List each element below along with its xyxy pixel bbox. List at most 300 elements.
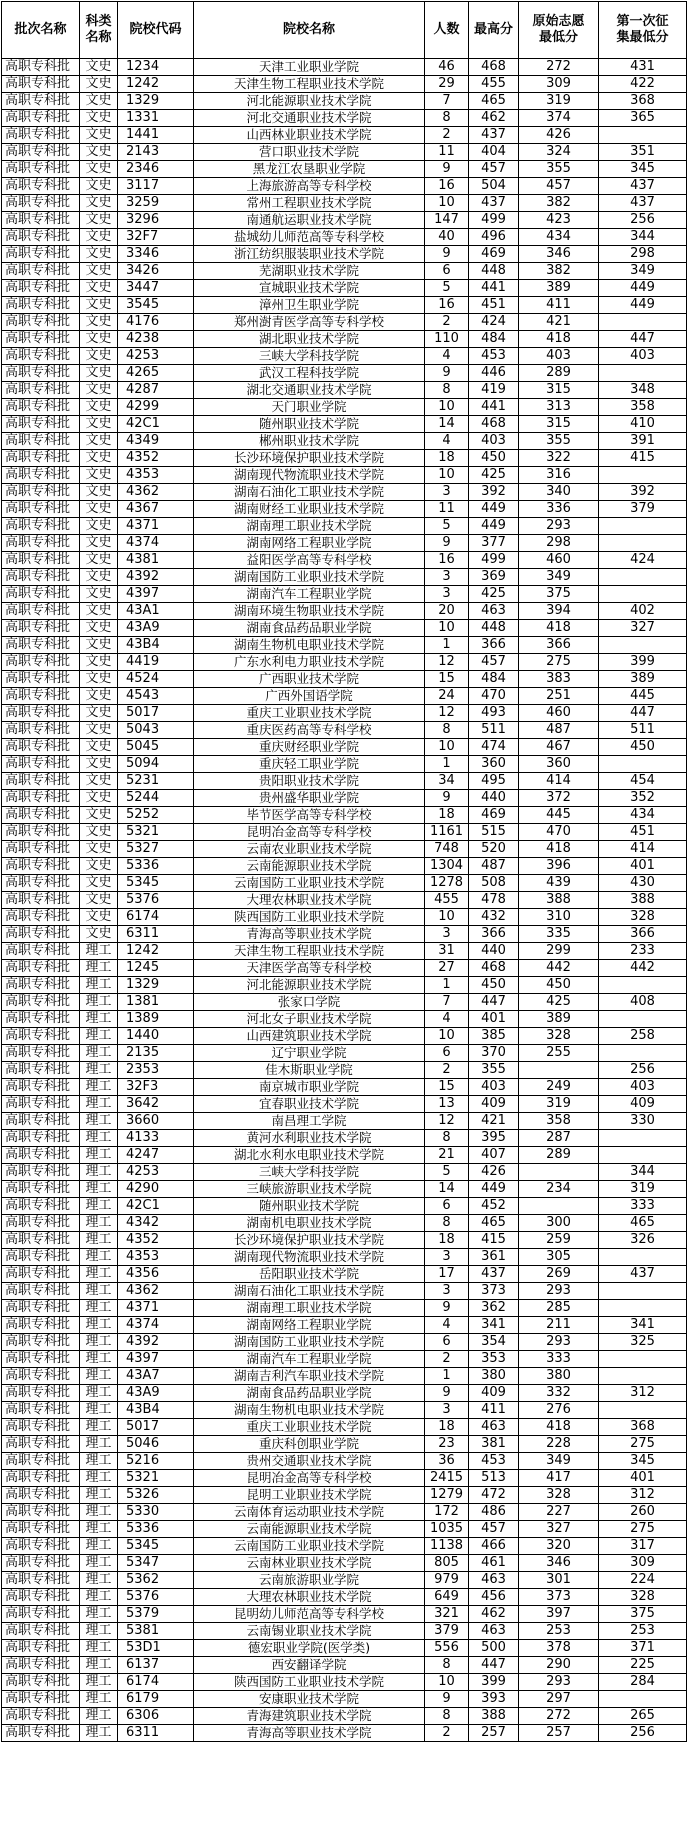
cell-school-code[interactable]: 6311 <box>118 1725 194 1742</box>
cell-original-min-score[interactable]: 227 <box>519 1504 599 1521</box>
cell-original-min-score[interactable]: 414 <box>519 773 599 790</box>
cell-count[interactable]: 4 <box>425 1011 469 1028</box>
cell-max-score[interactable]: 425 <box>469 467 519 484</box>
cell-count[interactable]: 36 <box>425 1453 469 1470</box>
cell-batch[interactable]: 高职专科批 <box>2 841 80 858</box>
cell-school-code[interactable]: 4299 <box>118 399 194 416</box>
cell-batch[interactable]: 高职专科批 <box>2 1283 80 1300</box>
cell-batch[interactable]: 高职专科批 <box>2 1640 80 1657</box>
cell-original-min-score[interactable]: 382 <box>519 263 599 280</box>
cell-category[interactable]: 文史 <box>80 807 118 824</box>
cell-max-score[interactable]: 409 <box>469 1096 519 1113</box>
cell-first-call-min-score[interactable]: 450 <box>599 739 687 756</box>
cell-school-code[interactable]: 6174 <box>118 909 194 926</box>
cell-category[interactable]: 文史 <box>80 263 118 280</box>
cell-max-score[interactable]: 469 <box>469 807 519 824</box>
cell-category[interactable]: 文史 <box>80 909 118 926</box>
cell-original-min-score[interactable]: 272 <box>519 1708 599 1725</box>
cell-batch[interactable]: 高职专科批 <box>2 518 80 535</box>
cell-max-score[interactable]: 409 <box>469 1385 519 1402</box>
cell-original-min-score[interactable]: 257 <box>519 1725 599 1742</box>
cell-category[interactable]: 理工 <box>80 1232 118 1249</box>
cell-batch[interactable]: 高职专科批 <box>2 875 80 892</box>
cell-batch[interactable]: 高职专科批 <box>2 280 80 297</box>
cell-original-min-score[interactable]: 423 <box>519 212 599 229</box>
cell-original-min-score[interactable]: 425 <box>519 994 599 1011</box>
cell-school-code[interactable]: 4247 <box>118 1147 194 1164</box>
cell-batch[interactable]: 高职专科批 <box>2 1164 80 1181</box>
cell-school-name[interactable]: 湖南国防工业职业技术学院 <box>194 569 425 586</box>
cell-original-min-score[interactable]: 309 <box>519 76 599 93</box>
cell-school-code[interactable]: 5336 <box>118 858 194 875</box>
cell-category[interactable]: 文史 <box>80 229 118 246</box>
cell-first-call-min-score[interactable]: 365 <box>599 110 687 127</box>
cell-school-code[interactable]: 2143 <box>118 144 194 161</box>
cell-max-score[interactable]: 457 <box>469 161 519 178</box>
cell-first-call-min-score[interactable]: 447 <box>599 705 687 722</box>
cell-category[interactable]: 文史 <box>80 76 118 93</box>
cell-original-min-score[interactable]: 355 <box>519 161 599 178</box>
cell-school-name[interactable]: 南昌理工学院 <box>194 1113 425 1130</box>
cell-count[interactable]: 979 <box>425 1572 469 1589</box>
cell-school-code[interactable]: 32F3 <box>118 1079 194 1096</box>
cell-school-code[interactable]: 4342 <box>118 1215 194 1232</box>
cell-count[interactable]: 1 <box>425 1368 469 1385</box>
cell-school-name[interactable]: 郴州职业技术学院 <box>194 433 425 450</box>
cell-school-code[interactable]: 4397 <box>118 586 194 603</box>
cell-original-min-score[interactable]: 305 <box>519 1249 599 1266</box>
cell-batch[interactable]: 高职专科批 <box>2 1181 80 1198</box>
cell-school-name[interactable]: 湖南吉利汽车职业技术学院 <box>194 1368 425 1385</box>
cell-category[interactable]: 理工 <box>80 1368 118 1385</box>
cell-original-min-score[interactable]: 249 <box>519 1079 599 1096</box>
cell-school-name[interactable]: 湖南汽车工程职业学院 <box>194 1351 425 1368</box>
cell-school-name[interactable]: 湖北职业技术学院 <box>194 331 425 348</box>
cell-count[interactable]: 1 <box>425 977 469 994</box>
cell-school-name[interactable]: 湖北交通职业技术学院 <box>194 382 425 399</box>
cell-original-min-score[interactable]: 259 <box>519 1232 599 1249</box>
cell-count[interactable]: 9 <box>425 161 469 178</box>
cell-original-min-score[interactable]: 358 <box>519 1113 599 1130</box>
cell-max-score[interactable]: 432 <box>469 909 519 926</box>
cell-batch[interactable]: 高职专科批 <box>2 127 80 144</box>
cell-first-call-min-score[interactable]: 325 <box>599 1334 687 1351</box>
cell-school-code[interactable]: 4356 <box>118 1266 194 1283</box>
cell-original-min-score[interactable]: 380 <box>519 1368 599 1385</box>
cell-count[interactable]: 172 <box>425 1504 469 1521</box>
cell-original-min-score[interactable]: 335 <box>519 926 599 943</box>
cell-batch[interactable]: 高职专科批 <box>2 1623 80 1640</box>
cell-school-name[interactable]: 云南林业职业技术学院 <box>194 1555 425 1572</box>
cell-school-code[interactable]: 4371 <box>118 518 194 535</box>
cell-category[interactable]: 文史 <box>80 756 118 773</box>
cell-school-name[interactable]: 大理农林职业技术学院 <box>194 1589 425 1606</box>
cell-max-score[interactable]: 513 <box>469 1470 519 1487</box>
cell-count[interactable]: 10 <box>425 467 469 484</box>
cell-count[interactable]: 10 <box>425 1028 469 1045</box>
cell-count[interactable]: 9 <box>425 790 469 807</box>
cell-school-code[interactable]: 6174 <box>118 1674 194 1691</box>
cell-school-code[interactable]: 4352 <box>118 1232 194 1249</box>
cell-batch[interactable]: 高职专科批 <box>2 1555 80 1572</box>
cell-original-min-score[interactable]: 333 <box>519 1351 599 1368</box>
cell-school-code[interactable]: 4290 <box>118 1181 194 1198</box>
cell-first-call-min-score[interactable]: 437 <box>599 178 687 195</box>
cell-school-code[interactable]: 3660 <box>118 1113 194 1130</box>
cell-school-code[interactable]: 43A9 <box>118 1385 194 1402</box>
cell-batch[interactable]: 高职专科批 <box>2 790 80 807</box>
cell-first-call-min-score[interactable]: 422 <box>599 76 687 93</box>
cell-original-min-score[interactable]: 319 <box>519 1096 599 1113</box>
cell-first-call-min-score[interactable]: 366 <box>599 926 687 943</box>
cell-max-score[interactable]: 453 <box>469 1453 519 1470</box>
cell-first-call-min-score[interactable]: 256 <box>599 212 687 229</box>
cell-school-name[interactable]: 湖南生物机电职业技术学院 <box>194 637 425 654</box>
cell-school-code[interactable]: 4371 <box>118 1300 194 1317</box>
cell-count[interactable]: 2 <box>425 127 469 144</box>
cell-count[interactable]: 3 <box>425 484 469 501</box>
cell-batch[interactable]: 高职专科批 <box>2 960 80 977</box>
cell-count[interactable]: 4 <box>425 348 469 365</box>
cell-category[interactable]: 文史 <box>80 331 118 348</box>
cell-count[interactable]: 147 <box>425 212 469 229</box>
cell-batch[interactable]: 高职专科批 <box>2 552 80 569</box>
cell-first-call-min-score[interactable]: 326 <box>599 1232 687 1249</box>
cell-school-name[interactable]: 陕西国防工业职业技术学院 <box>194 1674 425 1691</box>
cell-category[interactable]: 文史 <box>80 773 118 790</box>
cell-count[interactable]: 8 <box>425 722 469 739</box>
cell-category[interactable]: 文史 <box>80 688 118 705</box>
cell-category[interactable]: 理工 <box>80 1657 118 1674</box>
cell-max-score[interactable]: 440 <box>469 790 519 807</box>
cell-school-code[interactable]: 1381 <box>118 994 194 1011</box>
cell-school-name[interactable]: 云南能源职业技术学院 <box>194 1521 425 1538</box>
cell-category[interactable]: 文史 <box>80 518 118 535</box>
cell-category[interactable]: 理工 <box>80 1215 118 1232</box>
cell-category[interactable]: 文史 <box>80 501 118 518</box>
cell-school-code[interactable]: 5252 <box>118 807 194 824</box>
cell-original-min-score[interactable]: 255 <box>519 1045 599 1062</box>
cell-school-name[interactable]: 昆明冶金高等专科学校 <box>194 1470 425 1487</box>
cell-school-name[interactable]: 益阳医学高等专科学校 <box>194 552 425 569</box>
cell-batch[interactable]: 高职专科批 <box>2 1708 80 1725</box>
cell-original-min-score[interactable]: 349 <box>519 569 599 586</box>
cell-max-score[interactable]: 360 <box>469 756 519 773</box>
cell-school-name[interactable]: 湖北水利水电职业技术学院 <box>194 1147 425 1164</box>
cell-first-call-min-score[interactable]: 348 <box>599 382 687 399</box>
cell-batch[interactable]: 高职专科批 <box>2 1538 80 1555</box>
cell-category[interactable]: 理工 <box>80 1504 118 1521</box>
cell-batch[interactable]: 高职专科批 <box>2 1521 80 1538</box>
cell-category[interactable]: 理工 <box>80 1334 118 1351</box>
cell-school-name[interactable]: 云南国防工业职业技术学院 <box>194 1538 425 1555</box>
cell-first-call-min-score[interactable]: 437 <box>599 195 687 212</box>
cell-school-name[interactable]: 山西建筑职业技术学院 <box>194 1028 425 1045</box>
cell-count[interactable]: 1161 <box>425 824 469 841</box>
cell-first-call-min-score[interactable]: 449 <box>599 280 687 297</box>
cell-school-name[interactable]: 张家口学院 <box>194 994 425 1011</box>
cell-original-min-score[interactable]: 418 <box>519 620 599 637</box>
cell-category[interactable]: 理工 <box>80 1113 118 1130</box>
cell-batch[interactable]: 高职专科批 <box>2 365 80 382</box>
cell-count[interactable]: 455 <box>425 892 469 909</box>
cell-school-name[interactable]: 湖南国防工业职业技术学院 <box>194 1334 425 1351</box>
cell-school-code[interactable]: 4353 <box>118 467 194 484</box>
cell-first-call-min-score[interactable] <box>599 1402 687 1419</box>
cell-school-code[interactable]: 32F7 <box>118 229 194 246</box>
cell-count[interactable]: 3 <box>425 926 469 943</box>
cell-max-score[interactable]: 257 <box>469 1725 519 1742</box>
cell-school-name[interactable]: 宜春职业技术学院 <box>194 1096 425 1113</box>
cell-batch[interactable]: 高职专科批 <box>2 144 80 161</box>
cell-first-call-min-score[interactable]: 258 <box>599 1028 687 1045</box>
cell-original-min-score[interactable]: 211 <box>519 1317 599 1334</box>
cell-first-call-min-score[interactable] <box>599 637 687 654</box>
cell-school-code[interactable]: 2135 <box>118 1045 194 1062</box>
cell-count[interactable]: 10 <box>425 909 469 926</box>
cell-first-call-min-score[interactable]: 434 <box>599 807 687 824</box>
cell-category[interactable]: 文史 <box>80 552 118 569</box>
cell-original-min-score[interactable]: 293 <box>519 1334 599 1351</box>
cell-school-code[interactable]: 6179 <box>118 1691 194 1708</box>
cell-school-code[interactable]: 42C1 <box>118 416 194 433</box>
cell-original-min-score[interactable]: 389 <box>519 280 599 297</box>
cell-school-code[interactable]: 3642 <box>118 1096 194 1113</box>
cell-school-name[interactable]: 湖南理工职业技术学院 <box>194 518 425 535</box>
cell-max-score[interactable]: 455 <box>469 76 519 93</box>
cell-school-code[interactable]: 4397 <box>118 1351 194 1368</box>
cell-school-name[interactable]: 南通航运职业技术学院 <box>194 212 425 229</box>
cell-count[interactable]: 6 <box>425 263 469 280</box>
cell-school-name[interactable]: 湖南现代物流职业技术学院 <box>194 1249 425 1266</box>
cell-max-score[interactable]: 392 <box>469 484 519 501</box>
cell-school-code[interactable]: 4374 <box>118 535 194 552</box>
cell-original-min-score[interactable]: 298 <box>519 535 599 552</box>
cell-first-call-min-score[interactable]: 312 <box>599 1385 687 1402</box>
cell-max-score[interactable]: 487 <box>469 858 519 875</box>
cell-school-name[interactable]: 湖南机电职业技术学院 <box>194 1215 425 1232</box>
cell-first-call-min-score[interactable]: 401 <box>599 858 687 875</box>
cell-school-code[interactable]: 3117 <box>118 178 194 195</box>
cell-category[interactable]: 理工 <box>80 1623 118 1640</box>
cell-school-code[interactable]: 3296 <box>118 212 194 229</box>
cell-first-call-min-score[interactable]: 409 <box>599 1096 687 1113</box>
cell-first-call-min-score[interactable]: 345 <box>599 1453 687 1470</box>
cell-category[interactable]: 理工 <box>80 977 118 994</box>
cell-count[interactable]: 5 <box>425 1164 469 1181</box>
cell-school-code[interactable]: 43A1 <box>118 603 194 620</box>
cell-count[interactable]: 8 <box>425 110 469 127</box>
cell-first-call-min-score[interactable]: 511 <box>599 722 687 739</box>
cell-school-code[interactable]: 1245 <box>118 960 194 977</box>
cell-original-min-score[interactable]: 228 <box>519 1436 599 1453</box>
cell-original-min-score[interactable]: 272 <box>519 59 599 76</box>
cell-category[interactable]: 理工 <box>80 1691 118 1708</box>
cell-school-code[interactable]: 5327 <box>118 841 194 858</box>
cell-first-call-min-score[interactable] <box>599 1147 687 1164</box>
cell-original-min-score[interactable]: 300 <box>519 1215 599 1232</box>
cell-max-score[interactable]: 457 <box>469 1521 519 1538</box>
cell-first-call-min-score[interactable]: 454 <box>599 773 687 790</box>
cell-batch[interactable]: 高职专科批 <box>2 229 80 246</box>
cell-max-score[interactable]: 496 <box>469 229 519 246</box>
cell-max-score[interactable]: 451 <box>469 297 519 314</box>
cell-original-min-score[interactable]: 289 <box>519 365 599 382</box>
cell-school-code[interactable]: 43A9 <box>118 620 194 637</box>
cell-max-score[interactable]: 463 <box>469 1623 519 1640</box>
cell-batch[interactable]: 高职专科批 <box>2 59 80 76</box>
cell-first-call-min-score[interactable]: 391 <box>599 433 687 450</box>
cell-max-score[interactable]: 484 <box>469 331 519 348</box>
cell-first-call-min-score[interactable]: 309 <box>599 1555 687 1572</box>
cell-category[interactable]: 理工 <box>80 943 118 960</box>
cell-first-call-min-score[interactable]: 256 <box>599 1062 687 1079</box>
cell-school-name[interactable]: 黑龙江农垦职业学院 <box>194 161 425 178</box>
cell-school-code[interactable]: 4353 <box>118 1249 194 1266</box>
cell-category[interactable]: 文史 <box>80 348 118 365</box>
cell-category[interactable]: 文史 <box>80 127 118 144</box>
cell-count[interactable]: 11 <box>425 501 469 518</box>
cell-school-code[interactable]: 5321 <box>118 824 194 841</box>
cell-original-min-score[interactable]: 374 <box>519 110 599 127</box>
cell-max-score[interactable]: 403 <box>469 433 519 450</box>
cell-original-min-score[interactable]: 389 <box>519 1011 599 1028</box>
cell-school-code[interactable]: 4176 <box>118 314 194 331</box>
cell-school-name[interactable]: 广东水利电力职业技术学院 <box>194 654 425 671</box>
cell-count[interactable]: 9 <box>425 365 469 382</box>
cell-school-name[interactable]: 湖南食品药品职业学院 <box>194 1385 425 1402</box>
cell-school-name[interactable]: 湖南环境生物职业技术学院 <box>194 603 425 620</box>
cell-first-call-min-score[interactable]: 375 <box>599 1606 687 1623</box>
cell-school-name[interactable]: 贵州交通职业技术学院 <box>194 1453 425 1470</box>
cell-original-min-score[interactable]: 285 <box>519 1300 599 1317</box>
cell-batch[interactable]: 高职专科批 <box>2 1232 80 1249</box>
cell-first-call-min-score[interactable]: 327 <box>599 620 687 637</box>
cell-original-min-score[interactable] <box>519 1164 599 1181</box>
cell-batch[interactable]: 高职专科批 <box>2 76 80 93</box>
cell-max-score[interactable]: 388 <box>469 1708 519 1725</box>
cell-school-code[interactable]: 5381 <box>118 1623 194 1640</box>
cell-school-name[interactable]: 云南旅游职业学院 <box>194 1572 425 1589</box>
cell-batch[interactable]: 高职专科批 <box>2 1453 80 1470</box>
cell-max-score[interactable]: 395 <box>469 1130 519 1147</box>
cell-max-score[interactable]: 424 <box>469 314 519 331</box>
cell-category[interactable]: 文史 <box>80 110 118 127</box>
cell-original-min-score[interactable]: 327 <box>519 1521 599 1538</box>
cell-first-call-min-score[interactable] <box>599 467 687 484</box>
cell-max-score[interactable]: 478 <box>469 892 519 909</box>
cell-max-score[interactable]: 493 <box>469 705 519 722</box>
cell-max-score[interactable]: 462 <box>469 1606 519 1623</box>
cell-max-score[interactable]: 499 <box>469 552 519 569</box>
cell-count[interactable]: 1278 <box>425 875 469 892</box>
cell-school-name[interactable]: 云南体育运动职业技术学院 <box>194 1504 425 1521</box>
cell-school-code[interactable]: 5379 <box>118 1606 194 1623</box>
cell-batch[interactable]: 高职专科批 <box>2 688 80 705</box>
cell-batch[interactable]: 高职专科批 <box>2 467 80 484</box>
cell-school-name[interactable]: 河北女子职业技术学院 <box>194 1011 425 1028</box>
cell-max-score[interactable]: 403 <box>469 1079 519 1096</box>
cell-category[interactable]: 文史 <box>80 246 118 263</box>
cell-school-code[interactable]: 4287 <box>118 382 194 399</box>
cell-category[interactable]: 文史 <box>80 195 118 212</box>
cell-school-name[interactable]: 辽宁职业学院 <box>194 1045 425 1062</box>
cell-batch[interactable]: 高职专科批 <box>2 977 80 994</box>
cell-max-score[interactable]: 421 <box>469 1113 519 1130</box>
cell-first-call-min-score[interactable]: 344 <box>599 1164 687 1181</box>
cell-school-name[interactable]: 湖南网络工程职业学院 <box>194 535 425 552</box>
cell-batch[interactable]: 高职专科批 <box>2 1725 80 1742</box>
cell-first-call-min-score[interactable]: 442 <box>599 960 687 977</box>
cell-first-call-min-score[interactable]: 319 <box>599 1181 687 1198</box>
cell-first-call-min-score[interactable]: 451 <box>599 824 687 841</box>
cell-batch[interactable]: 高职专科批 <box>2 892 80 909</box>
cell-first-call-min-score[interactable]: 403 <box>599 1079 687 1096</box>
cell-batch[interactable]: 高职专科批 <box>2 535 80 552</box>
cell-original-min-score[interactable]: 470 <box>519 824 599 841</box>
cell-first-call-min-score[interactable]: 431 <box>599 59 687 76</box>
cell-school-code[interactable]: 5376 <box>118 892 194 909</box>
cell-school-code[interactable]: 42C1 <box>118 1198 194 1215</box>
cell-batch[interactable]: 高职专科批 <box>2 263 80 280</box>
cell-original-min-score[interactable]: 287 <box>519 1130 599 1147</box>
cell-first-call-min-score[interactable]: 349 <box>599 263 687 280</box>
cell-max-score[interactable]: 380 <box>469 1368 519 1385</box>
cell-school-code[interactable]: 4374 <box>118 1317 194 1334</box>
cell-school-name[interactable]: 广西外国语学院 <box>194 688 425 705</box>
cell-first-call-min-score[interactable]: 408 <box>599 994 687 1011</box>
cell-batch[interactable]: 高职专科批 <box>2 1334 80 1351</box>
cell-category[interactable]: 理工 <box>80 1317 118 1334</box>
cell-max-score[interactable]: 449 <box>469 501 519 518</box>
cell-count[interactable]: 6 <box>425 1198 469 1215</box>
cell-max-score[interactable]: 440 <box>469 943 519 960</box>
cell-max-score[interactable]: 495 <box>469 773 519 790</box>
cell-original-min-score[interactable]: 373 <box>519 1589 599 1606</box>
cell-school-code[interactable]: 5244 <box>118 790 194 807</box>
cell-school-code[interactable]: 4367 <box>118 501 194 518</box>
cell-max-score[interactable]: 486 <box>469 1504 519 1521</box>
cell-category[interactable]: 文史 <box>80 297 118 314</box>
cell-first-call-min-score[interactable]: 225 <box>599 1657 687 1674</box>
cell-max-score[interactable]: 353 <box>469 1351 519 1368</box>
cell-count[interactable]: 18 <box>425 807 469 824</box>
cell-max-score[interactable]: 468 <box>469 416 519 433</box>
cell-category[interactable]: 理工 <box>80 1470 118 1487</box>
cell-batch[interactable]: 高职专科批 <box>2 416 80 433</box>
cell-school-name[interactable]: 天津生物工程职业技术学院 <box>194 76 425 93</box>
cell-first-call-min-score[interactable]: 253 <box>599 1623 687 1640</box>
cell-first-call-min-score[interactable] <box>599 977 687 994</box>
cell-category[interactable]: 理工 <box>80 1062 118 1079</box>
cell-original-min-score[interactable]: 289 <box>519 1147 599 1164</box>
cell-school-name[interactable]: 营口职业技术学院 <box>194 144 425 161</box>
cell-batch[interactable]: 高职专科批 <box>2 807 80 824</box>
cell-original-min-score[interactable]: 297 <box>519 1691 599 1708</box>
cell-first-call-min-score[interactable]: 402 <box>599 603 687 620</box>
cell-school-name[interactable]: 长沙环境保护职业技术学院 <box>194 450 425 467</box>
cell-batch[interactable]: 高职专科批 <box>2 824 80 841</box>
cell-original-min-score[interactable]: 251 <box>519 688 599 705</box>
cell-school-name[interactable]: 湖南理工职业技术学院 <box>194 1300 425 1317</box>
cell-school-code[interactable]: 5376 <box>118 1589 194 1606</box>
cell-school-code[interactable]: 4362 <box>118 1283 194 1300</box>
cell-batch[interactable]: 高职专科批 <box>2 1589 80 1606</box>
cell-original-min-score[interactable]: 349 <box>519 1453 599 1470</box>
cell-batch[interactable]: 高职专科批 <box>2 1572 80 1589</box>
cell-school-name[interactable]: 三峡大学科技学院 <box>194 1164 425 1181</box>
cell-school-name[interactable]: 湖南生物机电职业技术学院 <box>194 1402 425 1419</box>
